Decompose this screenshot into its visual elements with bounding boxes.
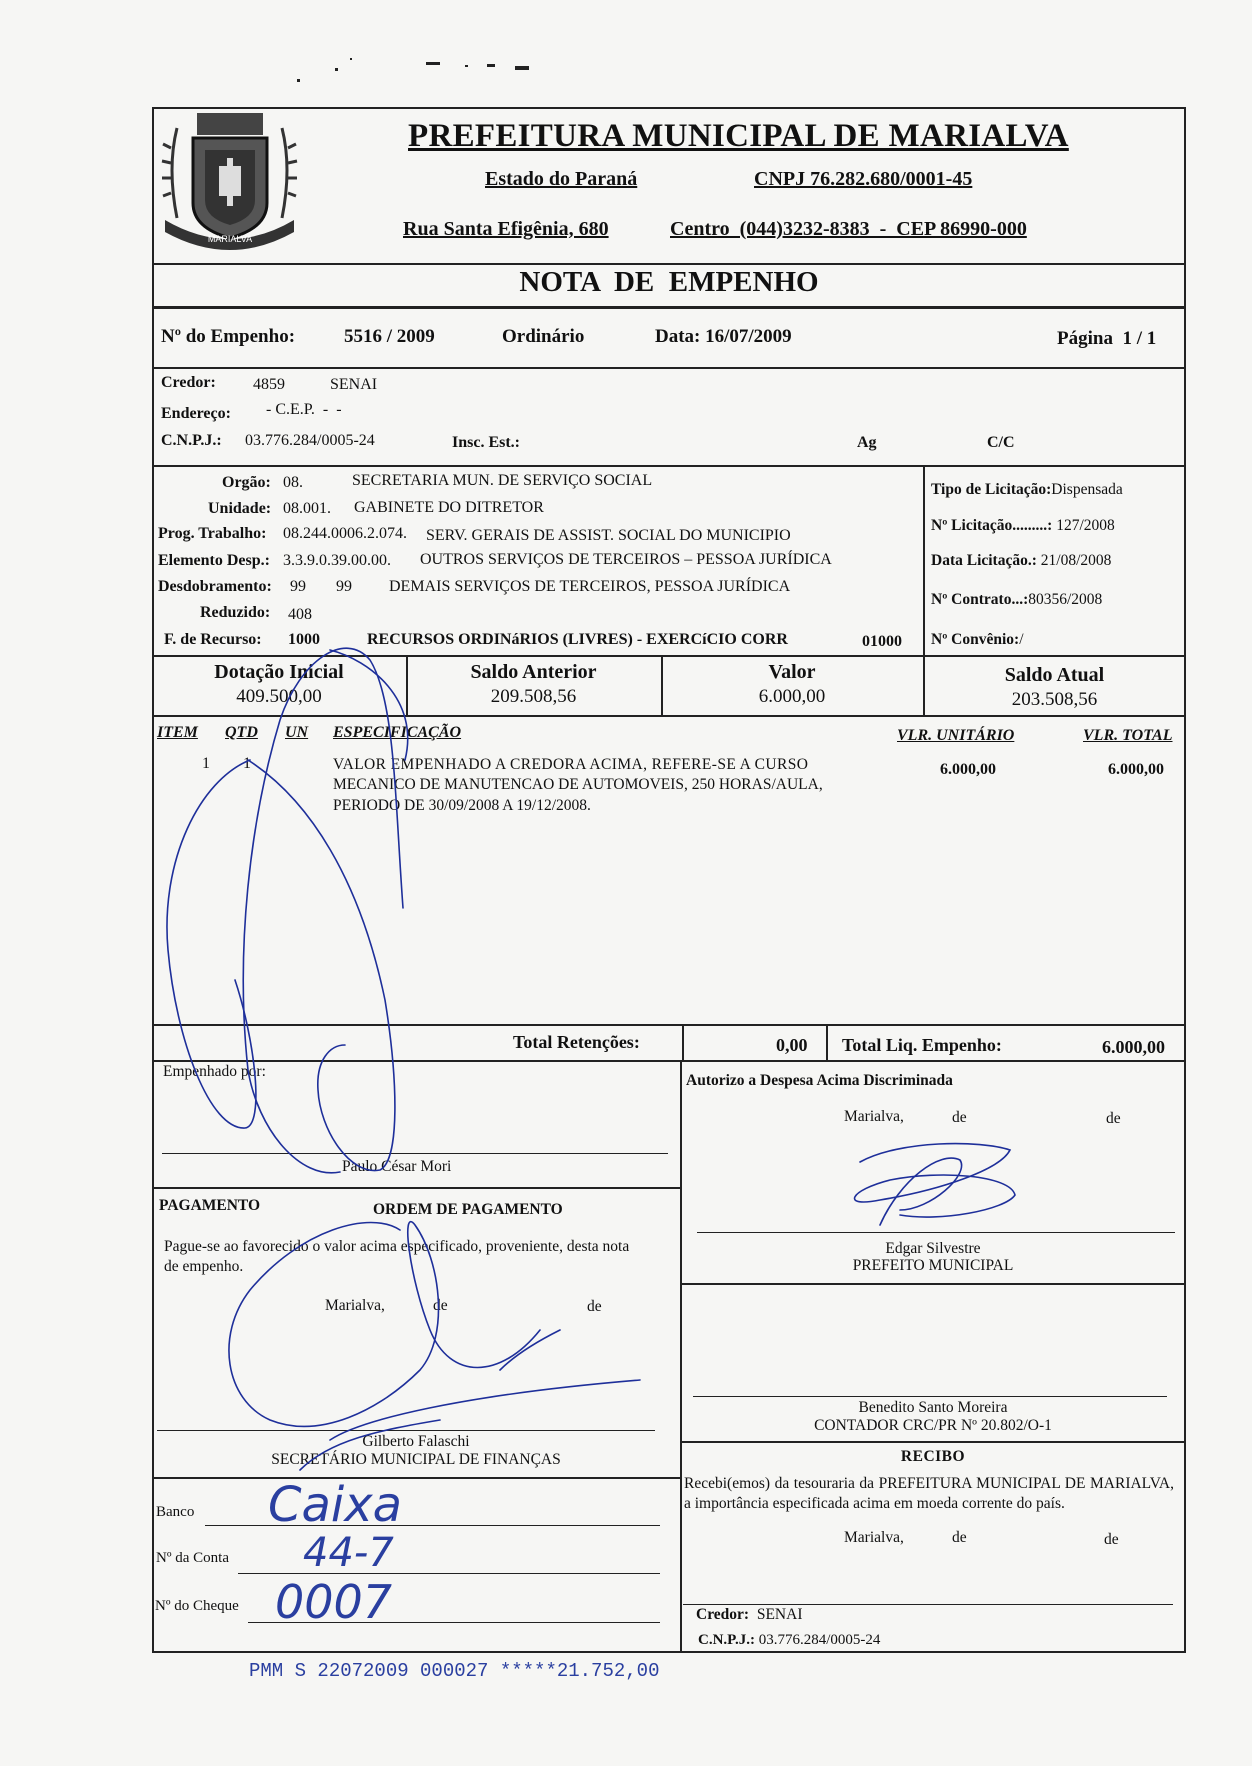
recibo-cnpj: C.N.P.J.: 03.776.284/0005-24 xyxy=(698,1632,881,1648)
recurso-name: RECURSOS ORDINáRIOS (LIVRES) - EXERCíCIO CORR xyxy=(367,631,788,648)
ordem-pagamento-title: ORDEM DE PAGAMENTO xyxy=(373,1201,563,1218)
footer-stamp: PMM S 22072009 000027 *****21.752,00 xyxy=(249,1660,660,1682)
prog-trabalho-code: 08.244.0006.2.074. xyxy=(283,525,407,542)
district-phone-cep: Centro (044)3232-8383 - CEP 86990-000 xyxy=(670,218,1027,240)
item-spec-line-1: VALOR EMPENHADO A CREDORA ACIMA, REFERE-SE A CURSO xyxy=(333,756,809,773)
contador-title: CONTADOR CRC/PR Nº 20.802/O-1 xyxy=(814,1417,1052,1434)
data-licitacao: Data Licitação.: 21/08/2008 xyxy=(931,552,1112,569)
pagamento-title: PAGAMENTO xyxy=(159,1197,261,1214)
elemento-code: 3.3.9.0.39.00.00. xyxy=(283,552,391,569)
dotacao-label: Dotação Inicial xyxy=(214,661,344,683)
col-qtd: QTD xyxy=(225,724,258,741)
prefeitura-title: PREFEITURA MUNICIPAL DE MARIALVA xyxy=(408,118,1069,154)
desdobramento-b: 99 xyxy=(336,578,352,595)
col-un: UN xyxy=(285,724,309,741)
prefeito-name: Edgar Silvestre xyxy=(885,1240,981,1257)
saldo-atual-label: Saldo Atual xyxy=(1004,664,1105,686)
svg-text:MARIALVA: MARIALVA xyxy=(207,234,253,244)
recurso-label: F. de Recurso: xyxy=(164,631,262,648)
ag-label: Ag xyxy=(857,434,877,451)
dotacao-value: 409.500,00 xyxy=(236,686,322,707)
item-spec-line-3: PERIODO DE 30/09/2008 A 19/12/2008. xyxy=(333,797,591,814)
numero-contrato: Nº Contrato...:80356/2008 xyxy=(931,591,1103,608)
contador-name: Benedito Santo Moreira xyxy=(858,1399,1008,1416)
secretario-title: SECRETÁRIO MUNICIPAL DE FINANÇAS xyxy=(271,1451,561,1468)
reduzido-value: 408 xyxy=(288,606,312,623)
orgao-label: Orgão: xyxy=(222,474,271,491)
desdobramento-a: 99 xyxy=(290,578,306,595)
cheque-label: Nº do Cheque xyxy=(155,1598,239,1614)
total-retencoes-value: 0,00 xyxy=(776,1035,808,1055)
saldo-atual-value: 203.508,56 xyxy=(1011,689,1098,710)
saldo-anterior-label: Saldo Anterior xyxy=(470,661,597,683)
cc-label: C/C xyxy=(987,434,1015,451)
saldo-anterior-value: 209.508,56 xyxy=(490,686,577,707)
pagamento-city: Marialva, xyxy=(325,1297,385,1314)
banco-label: Banco xyxy=(156,1504,195,1520)
unidade-code: 08.001. xyxy=(283,500,331,517)
conta-label: Nº da Conta xyxy=(156,1550,229,1566)
empenhado-por-label: Empenhado por: xyxy=(163,1063,266,1080)
secretario-name: Gilberto Falaschi xyxy=(362,1433,470,1450)
autorizo-de-1: de xyxy=(952,1109,967,1126)
endereco-value: - C.E.P. - - xyxy=(266,401,342,418)
recibo-text: Recebi(emos) da tesouraria da PREFEITURA MUNICIPAL DE MARIALVA, a importância especificada acima em moeda corrente do país. xyxy=(684,1475,1174,1512)
pagamento-de-2: de xyxy=(587,1298,602,1315)
state-name: Estado do Paraná xyxy=(485,168,638,190)
reduzido-label: Reduzido: xyxy=(200,604,271,621)
conta-value: 44-7 xyxy=(303,1530,394,1576)
desdobramento-name: DEMAIS SERVIÇOS DE TERCEIROS, PESSOA JURÍDICA xyxy=(389,578,791,595)
orgao-name: SECRETARIA MUN. DE SERVIÇO SOCIAL xyxy=(352,472,653,489)
empenho-date: Data: 16/07/2009 xyxy=(655,326,792,347)
elemento-name: OUTROS SERVIÇOS DE TERCEIROS – PESSOA JURÍDICA xyxy=(420,551,832,568)
cheque-value: 0007 xyxy=(275,1575,393,1629)
recibo-de-1: de xyxy=(952,1529,967,1546)
numero-licitacao: Nº Licitação.........: 127/2008 xyxy=(931,517,1115,534)
recibo-title: RECIBO xyxy=(900,1448,966,1465)
autorizo-city: Marialva, xyxy=(844,1108,904,1125)
prog-trabalho-label: Prog. Trabalho: xyxy=(158,525,267,542)
total-liq-value: 6.000,00 xyxy=(1102,1037,1165,1057)
cnpj-label: C.N.P.J.: xyxy=(161,432,222,449)
elemento-label: Elemento Desp.: xyxy=(158,552,270,569)
desdobramento-label: Desdobramento: xyxy=(158,578,272,595)
endereco-label: Endereço: xyxy=(161,405,231,422)
prefeito-title: PREFEITO MUNICIPAL xyxy=(852,1257,1014,1274)
page-number: Página 1 / 1 xyxy=(1057,328,1157,349)
item-total-value: 6.000,00 xyxy=(1108,761,1164,778)
recurso-number: 01000 xyxy=(862,633,902,650)
credor-name: SENAI xyxy=(330,376,378,393)
credor-label: Credor: xyxy=(161,374,216,391)
autorizo-text: Autorizo a Despesa Acima Discriminada xyxy=(686,1072,953,1089)
unidade-label: Unidade: xyxy=(208,500,272,517)
item-spec-line-2: MECANICO DE MANUTENCAO DE AUTOMOVEIS, 250 HORAS/AULA, xyxy=(333,776,823,793)
cnpj-header: CNPJ 76.282.680/0001-45 xyxy=(754,168,973,190)
banco-value: Caixa xyxy=(268,1477,403,1533)
recibo-city: Marialva, xyxy=(844,1529,904,1546)
col-especificacao: ESPECIFICAÇÃO xyxy=(333,724,462,741)
prog-trabalho-name: SERV. GERAIS DE ASSIST. SOCIAL DO MUNICIPIO xyxy=(426,527,791,544)
total-liq-label: Total Liq. Empenho: xyxy=(842,1035,1002,1055)
item-unit-value: 6.000,00 xyxy=(940,761,996,778)
tipo-licitacao: Tipo de Licitação:Dispensada xyxy=(931,481,1123,498)
item-number: 1 xyxy=(202,755,210,772)
empenhado-por-name: Paulo César Mori xyxy=(342,1158,452,1175)
valor-label: Valor xyxy=(768,661,816,683)
insc-est-label: Insc. Est.: xyxy=(452,434,521,451)
credor-code: 4859 xyxy=(253,376,285,393)
orgao-code: 08. xyxy=(283,474,303,491)
numero-convenio: Nº Convênio:/ xyxy=(931,631,1024,648)
empenho-kind: Ordinário xyxy=(502,326,585,347)
pagamento-de-1: de xyxy=(433,1297,448,1314)
col-vlr-total: VLR. TOTAL xyxy=(1083,727,1173,744)
pagamento-text: Pague-se ao favorecido o valor acima especificado, proveniente, desta nota de empenho. xyxy=(164,1238,630,1275)
unidade-name: GABINETE DO DITRETOR xyxy=(354,499,544,516)
recibo-credor: Credor: SENAI xyxy=(696,1606,803,1623)
col-vlr-unitario: VLR. UNITÁRIO xyxy=(897,727,1015,744)
col-item: ITEM xyxy=(157,724,198,741)
recurso-code: 1000 xyxy=(288,631,320,648)
item-qtd: 1 xyxy=(243,755,251,772)
recibo-de-2: de xyxy=(1104,1531,1119,1548)
autorizo-de-2: de xyxy=(1106,1110,1121,1127)
valor-value: 6.000,00 xyxy=(758,686,826,707)
empenho-number: 5516 / 2009 xyxy=(344,326,435,347)
cnpj-value: 03.776.284/0005-24 xyxy=(245,432,375,449)
total-retencoes-label: Total Retenções: xyxy=(513,1032,640,1052)
document-title: NOTA DE EMPENHO xyxy=(519,266,819,298)
empenho-number-label: Nº do Empenho: xyxy=(161,326,296,347)
street-address: Rua Santa Efigênia, 680 xyxy=(403,218,609,240)
